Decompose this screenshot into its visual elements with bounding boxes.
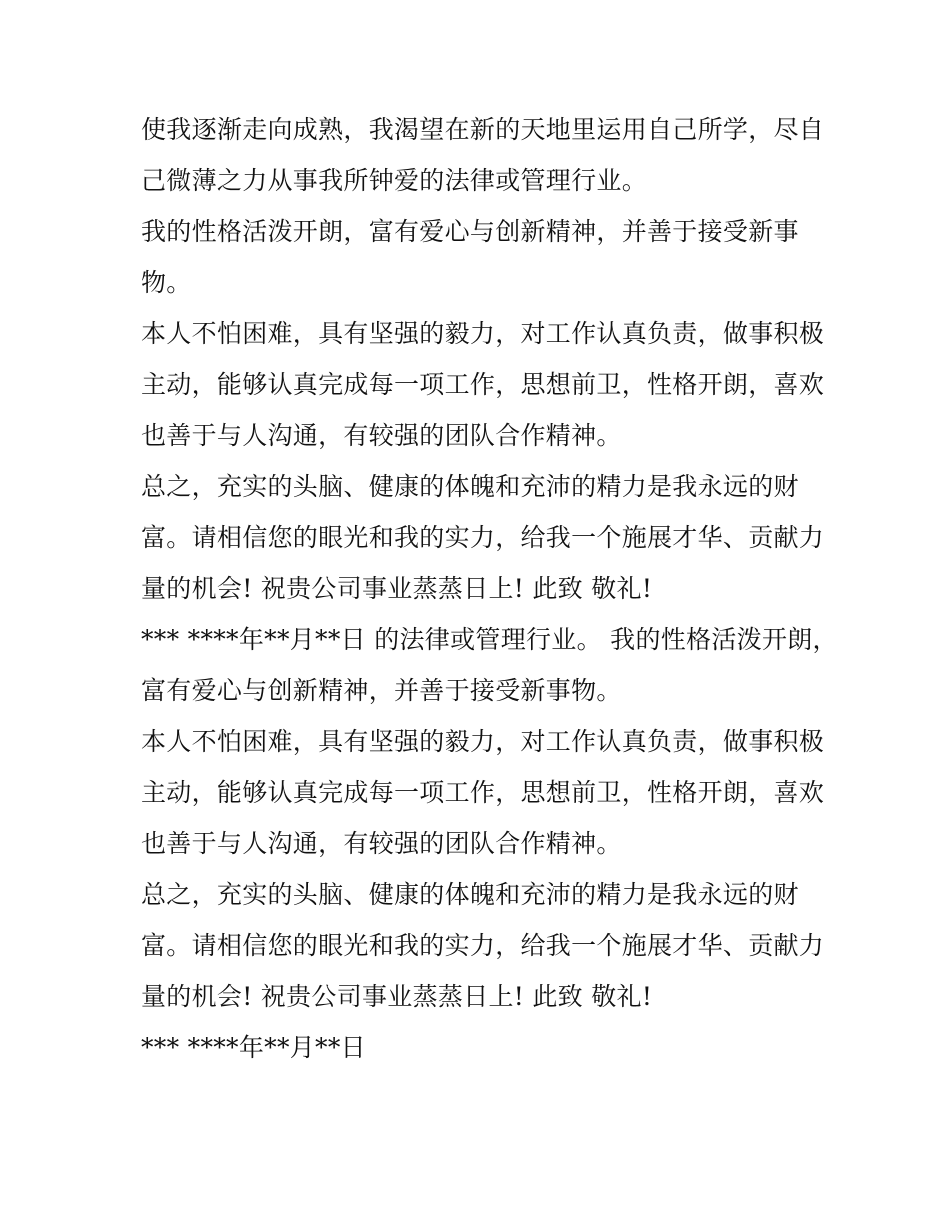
text-line: 总之，充实的头脑、健康的体魄和充沛的精力是我永远的财	[141, 880, 799, 909]
text-line: 使我逐渐走向成熟，我渴望在新的天地里运用自己所学，尽自	[141, 115, 825, 144]
text-line: 本人不怕困难，具有坚强的毅力，对工作认真负责，做事积极	[141, 319, 825, 348]
text-line: 富。请相信您的眼光和我的实力，给我一个施展才华、贡献力	[141, 931, 825, 960]
text-line: 量的机会! 祝贵公司事业蒸蒸日上! 此致 敬礼!	[141, 982, 653, 1011]
text-line: *** ****年**月**日 的法律或管理行业。 我的性格活泼开朗，	[141, 625, 838, 654]
text-line: 富。请相信您的眼光和我的实力，给我一个施展才华、贡献力	[141, 523, 825, 552]
text-line: 也善于与人沟通，有较强的团队合作精神。	[141, 421, 622, 450]
text-line: 己微薄之力从事我所钟爱的法律或管理行业。	[141, 166, 648, 195]
document-body	[141, 104, 838, 1073]
text-line: 也善于与人沟通，有较强的团队合作精神。	[141, 829, 622, 858]
text-line: 总之，充实的头脑、健康的体魄和充沛的精力是我永远的财	[141, 472, 799, 501]
text-line: 本人不怕困难，具有坚强的毅力，对工作认真负责，做事积极	[141, 727, 825, 756]
text-line: 主动，能够认真完成每一项工作，思想前卫，性格开朗，喜欢	[141, 778, 825, 807]
text-line: 物。	[141, 268, 192, 297]
text-line: 我的性格活泼开朗，富有爱心与创新精神，并善于接受新事	[141, 217, 799, 246]
text-line: 富有爱心与创新精神，并善于接受新事物。	[141, 676, 622, 705]
text-line: 量的机会! 祝贵公司事业蒸蒸日上! 此致 敬礼!	[141, 574, 653, 603]
text-line: *** ****年**月**日	[141, 1033, 366, 1062]
text-line: 主动，能够认真完成每一项工作，思想前卫，性格开朗，喜欢	[141, 370, 825, 399]
